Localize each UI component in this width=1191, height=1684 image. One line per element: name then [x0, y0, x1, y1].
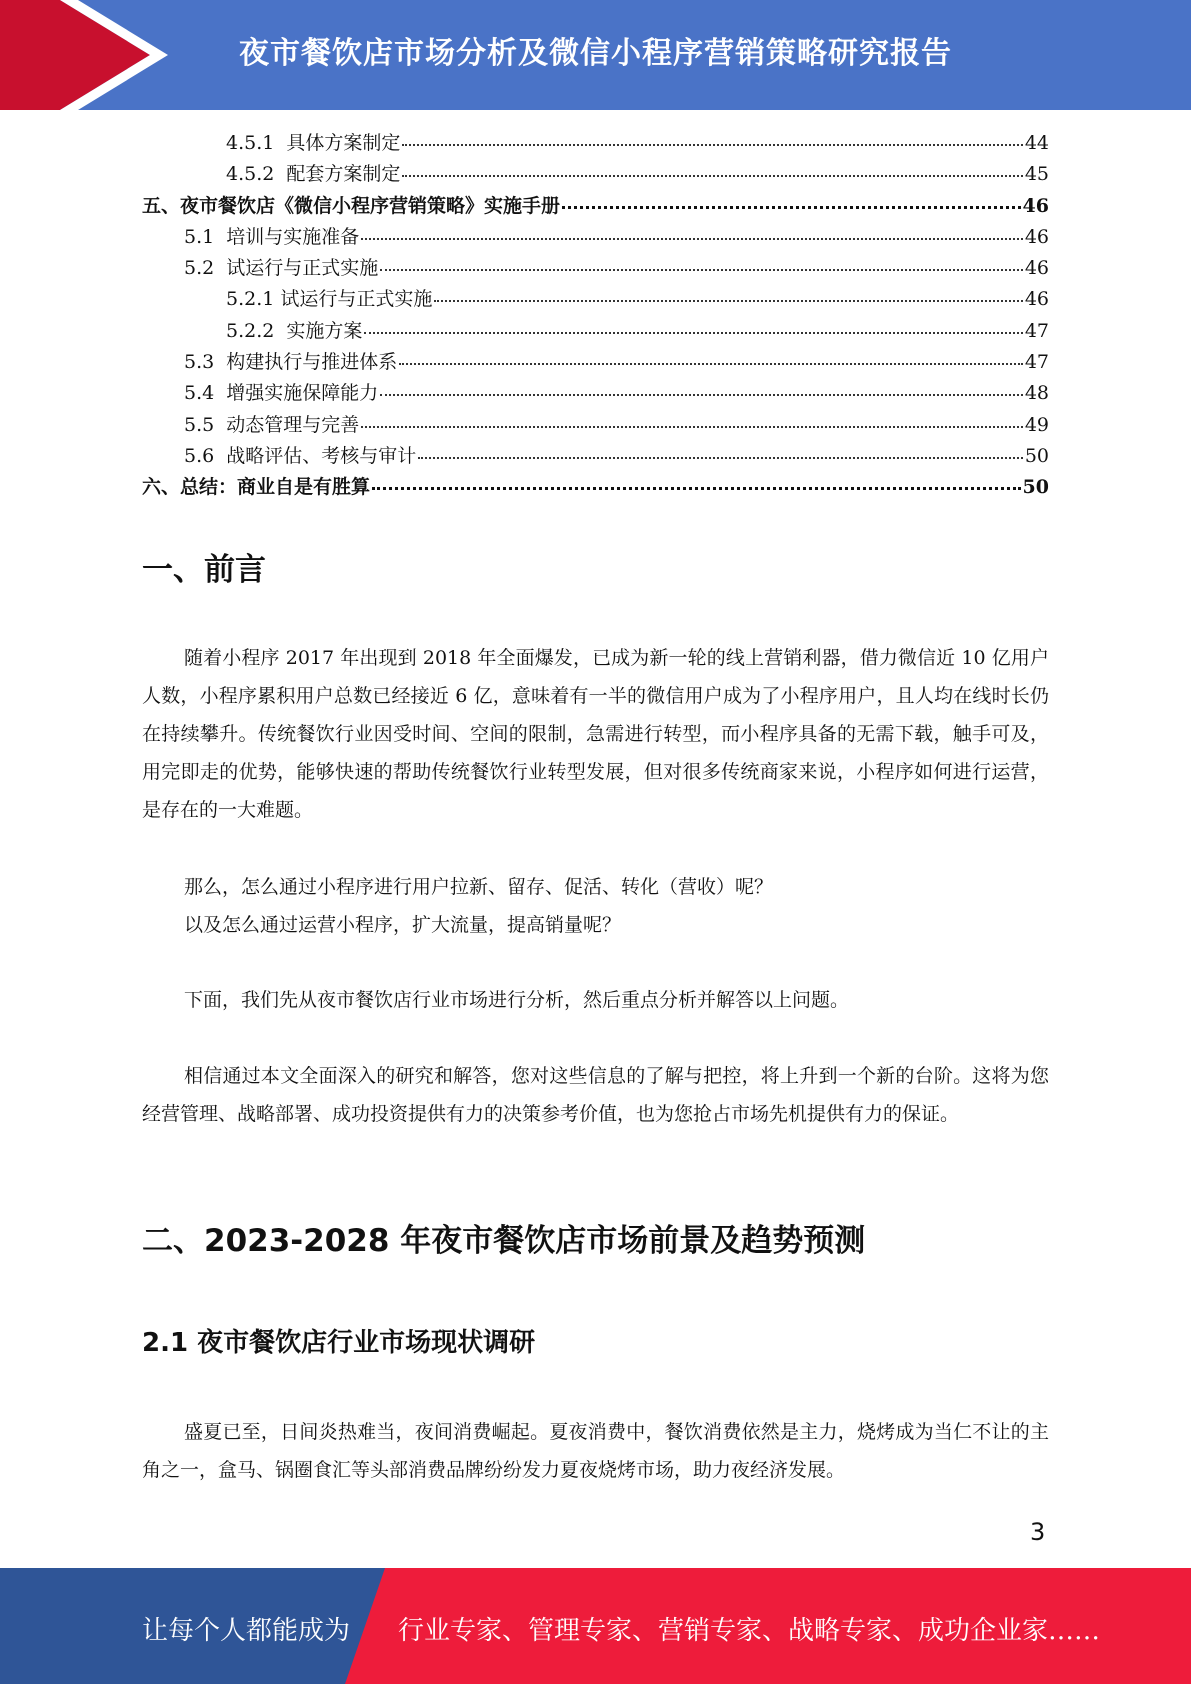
toc-entry[interactable] [142, 159, 1049, 190]
toc-entry-title: 5.2.2 实施方案 [226, 319, 363, 342]
toc-entry[interactable] [142, 253, 1049, 284]
toc-dot-leader [372, 486, 1021, 490]
toc-dot-leader [380, 393, 1023, 396]
toc-entry[interactable] [142, 410, 1049, 441]
subsection-heading: 2.1 夜市餐饮店行业市场现状调研 [142, 1328, 536, 1358]
toc-dot-leader [418, 456, 1023, 459]
toc-entry-title: 5.3 构建执行与推进体系 [184, 351, 398, 374]
toc-entry[interactable] [142, 347, 1049, 378]
paragraph: 盛夏已至，日间炎热难当，夜间消费崛起。夏夜消费中，餐饮消费依然是主力，烧烤成为当仁不让的主角之一，盒马、锅圈食汇等头部消费品牌纷纷发力夏夜烧烤市场，助力夜经济发展。 [142, 1421, 1049, 1481]
toc-entry-page: 44 [1024, 132, 1049, 154]
toc-entry-title: 5.1 培训与实施准备 [184, 225, 360, 248]
toc-entry-title: 五、夜市餐饮店《微信小程序营销策略》实施手册 [142, 194, 561, 217]
toc-entry-title: 5.5 动态管理与完善 [184, 413, 360, 436]
toc-entry[interactable] [142, 222, 1049, 253]
toc-entry-title: 六、总结：商业自是有胜算 [142, 476, 371, 499]
toc-entry-page: 46 [1024, 225, 1049, 248]
toc-entry-page: 48 [1024, 382, 1049, 405]
table-of-contents [142, 128, 1049, 504]
paragraph: 相信通过本文全面深入的研究和解答，您对这些信息的了解与把控，将上升到一个新的台阶。这将为您经营管理、战略部署、成功投资提供有力的决策参考价值，也为您抢占市场先机提供有力的保证。 [142, 1065, 1049, 1125]
toc-entry-title: 4.5.1 具体方案制定 [226, 132, 401, 154]
paragraph: 随着小程序 2017 年出现到 2018 年全面爆发，已成为新一轮的线上营销利器，借力微信近 10 亿用户人数，小程序累积用户总数已经接近 6 亿，意味着有一半的微信用户成为了小程序用户，且人均在线时长仍在持续攀升。传统餐饮行业因受时间、空间的限制，急需进行转型，而小程序具备的无需下载，触手可及，用完即走的优势，能够快速的帮助传统餐饮行业转型发展，但对很多传统商家来说，小程序如何进行运营，是存在的一大难题。 [142, 647, 1049, 821]
toc-entry[interactable] [142, 316, 1049, 347]
toc-dot-leader [364, 331, 1022, 334]
footer-slogan-right: 行业专家、管理专家、营销专家、战略专家、成功企业家…… [398, 1616, 1101, 1646]
toc-entry-page: 46 [1024, 288, 1049, 311]
document-title: 夜市餐饮店市场分析及微信小程序营销策略研究报告 [239, 36, 952, 71]
toc-entry[interactable] [142, 128, 1049, 159]
toc-entry-page: 47 [1024, 319, 1049, 342]
page-footer [0, 1568, 1191, 1684]
toc-dot-leader [361, 425, 1023, 428]
toc-entry-title: 4.5.2 配套方案制定 [226, 163, 401, 186]
toc-dot-leader [434, 299, 1022, 302]
toc-entry[interactable] [142, 472, 1049, 503]
toc-entry-page: 50 [1024, 444, 1049, 467]
toc-dot-leader [402, 143, 1022, 146]
paragraph: 下面，我们先从夜市餐饮店行业市场进行分析，然后重点分析并解答以上问题。 [184, 989, 850, 1011]
toc-entry[interactable] [142, 441, 1049, 472]
toc-dot-leader [361, 237, 1023, 240]
toc-dot-leader [402, 174, 1022, 177]
toc-entry-page: 49 [1024, 413, 1049, 436]
toc-entry[interactable] [142, 378, 1049, 409]
toc-dot-leader [399, 362, 1023, 365]
paragraph: 那么，怎么通过小程序进行用户拉新、留存、促活、转化（营收）呢？ [184, 876, 774, 898]
toc-entry-title: 5.2.1 试运行与正式实施 [226, 288, 433, 311]
toc-dot-leader [380, 268, 1023, 271]
toc-entry-title: 5.6 战略评估、考核与审计 [184, 444, 417, 467]
toc-entry-page: 45 [1024, 163, 1049, 186]
paragraph: 以及怎么通过运营小程序，扩大流量，提高销量呢？ [184, 914, 622, 936]
toc-entry-title: 5.4 增强实施保障能力 [184, 382, 379, 405]
toc-entry-page: 46 [1024, 257, 1049, 280]
toc-entry[interactable] [142, 191, 1049, 222]
toc-entry-page: 46 [1022, 194, 1049, 217]
toc-entry-page: 50 [1022, 476, 1049, 499]
page-number: 3 [1030, 1518, 1046, 1546]
toc-entry-page: 47 [1024, 351, 1049, 374]
section-heading-preface: 一、前言 [142, 552, 266, 588]
toc-entry[interactable] [142, 284, 1049, 315]
toc-entry-title: 5.2 试运行与正式实施 [184, 257, 379, 280]
page-header [0, 0, 1191, 110]
section-heading-market-outlook: 二、2023-2028 年夜市餐饮店市场前景及趋势预测 [142, 1223, 866, 1259]
toc-dot-leader [562, 205, 1021, 209]
footer-slogan-left: 让每个人都能成为 [142, 1616, 351, 1646]
